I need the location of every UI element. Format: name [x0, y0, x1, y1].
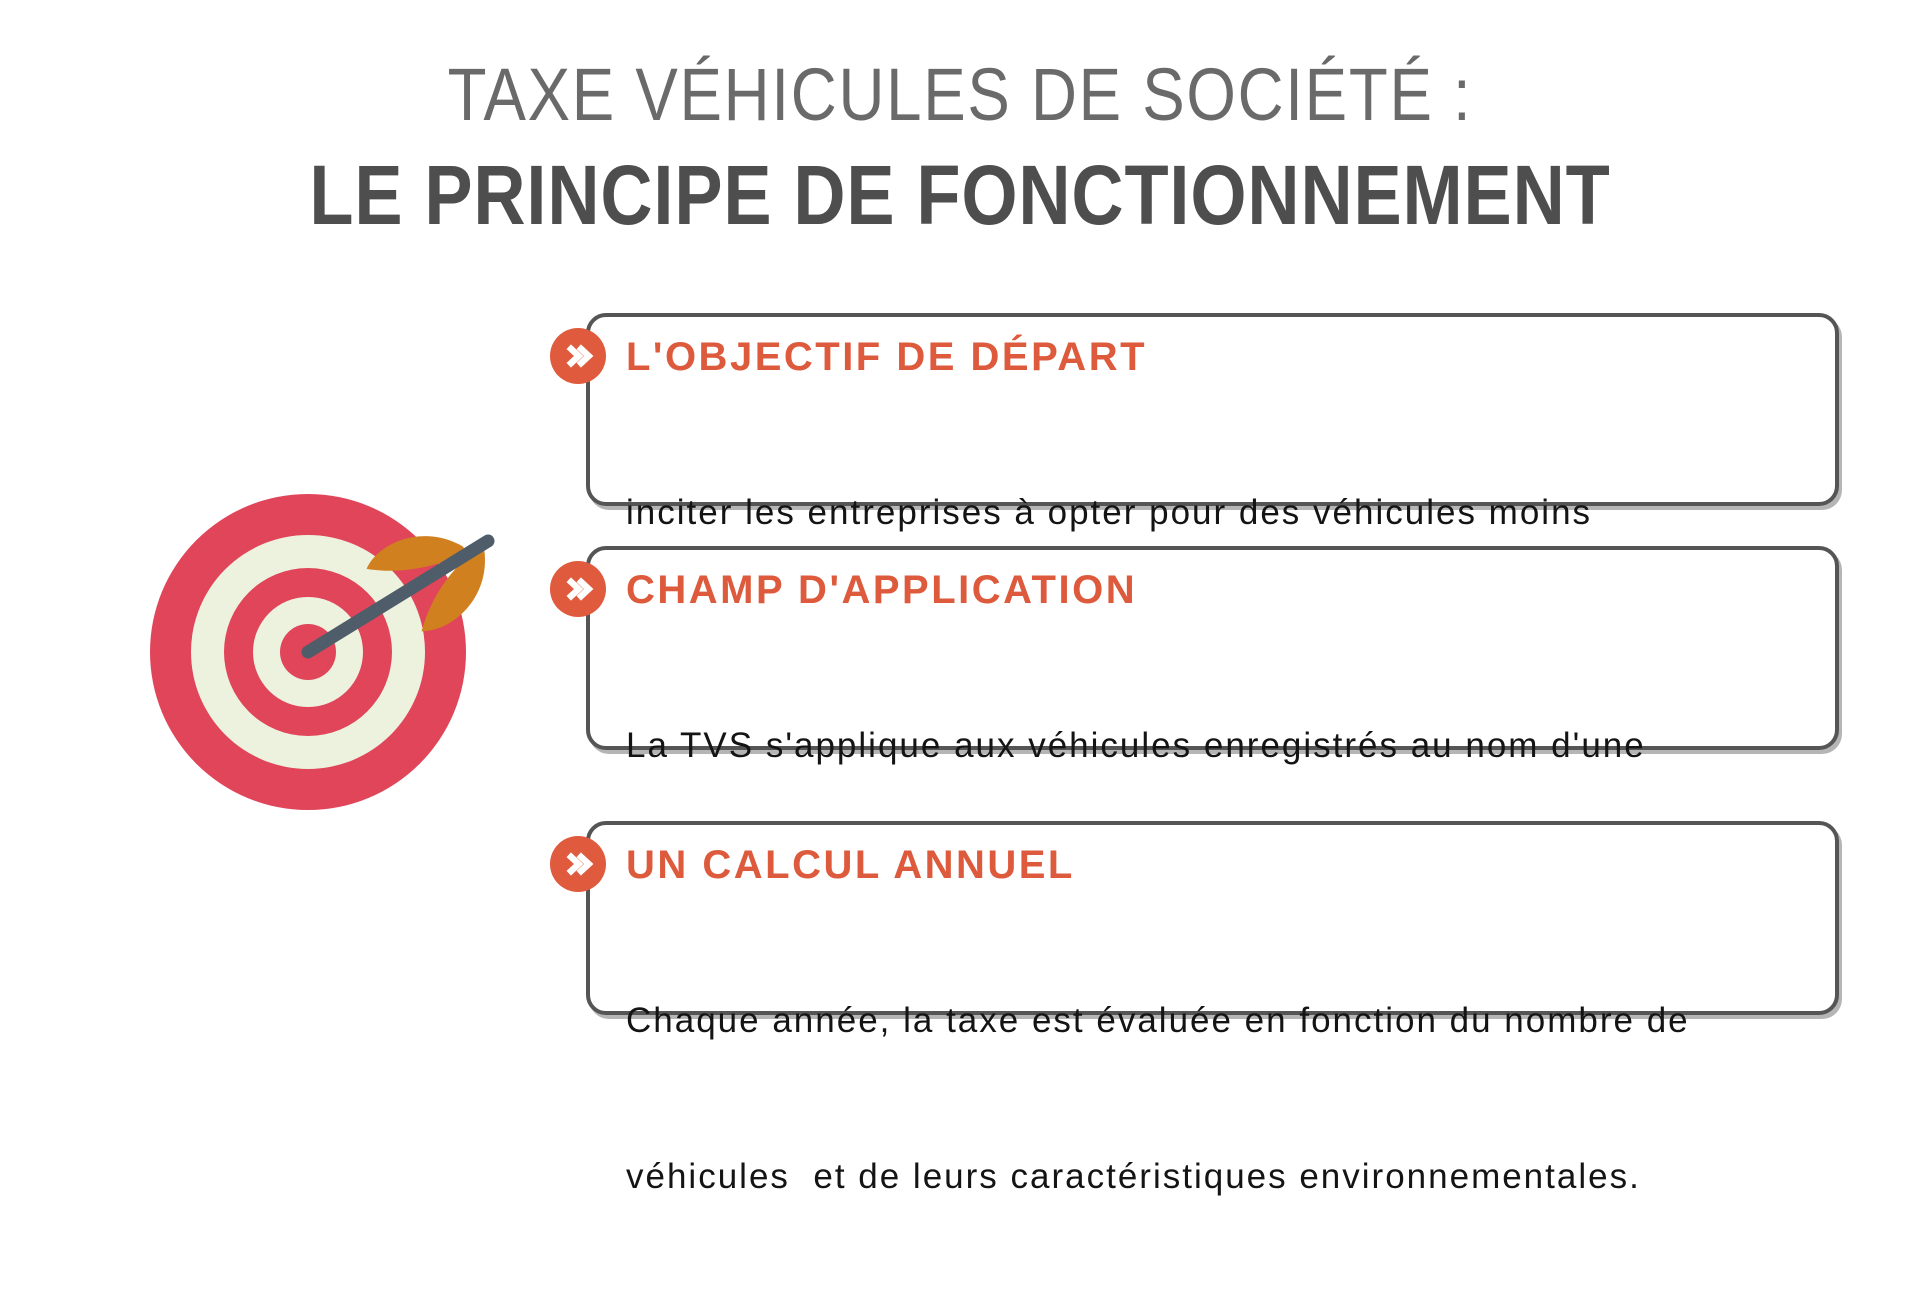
double-chevron-right-icon	[550, 328, 606, 384]
card-body-line: véhicules et de leurs caractéristiques environnementales.	[626, 1157, 1641, 1196]
double-chevron-right-icon	[550, 561, 606, 617]
page-title	[0, 45, 1920, 245]
card-body-line: La TVS s'applique aux véhicules enregistrés au nom d'une	[626, 726, 1646, 765]
bullseye-target-arrow-icon	[140, 478, 540, 828]
card-heading: CHAMP D'APPLICATION	[626, 567, 1138, 612]
card-champ-application	[586, 546, 1839, 765]
card-body	[626, 891, 1805, 1307]
card-body-line: Chaque année, la taxe est évaluée en fonction du nombre de	[626, 1001, 1690, 1040]
double-chevron-right-icon	[550, 836, 606, 892]
card-heading: L'OBJECTIF DE DÉPART	[626, 334, 1148, 379]
card-heading-row	[626, 839, 1805, 891]
page-title-line2: LE PRINCIPE DE FONCTIONNEMENT	[309, 148, 1611, 242]
card-body-line: inciter les entreprises à opter pour des véhicules moins	[626, 493, 1593, 532]
card-calcul-annuel	[586, 821, 1839, 1196]
page-title-line1: TAXE VÉHICULES DE SOCIÉTÉ :	[447, 53, 1473, 136]
card-heading-row	[626, 331, 1805, 383]
card-heading-row	[626, 564, 1805, 616]
card-heading: UN CALCUL ANNUEL	[626, 842, 1075, 887]
card-objectif-de-depart	[586, 313, 1839, 532]
